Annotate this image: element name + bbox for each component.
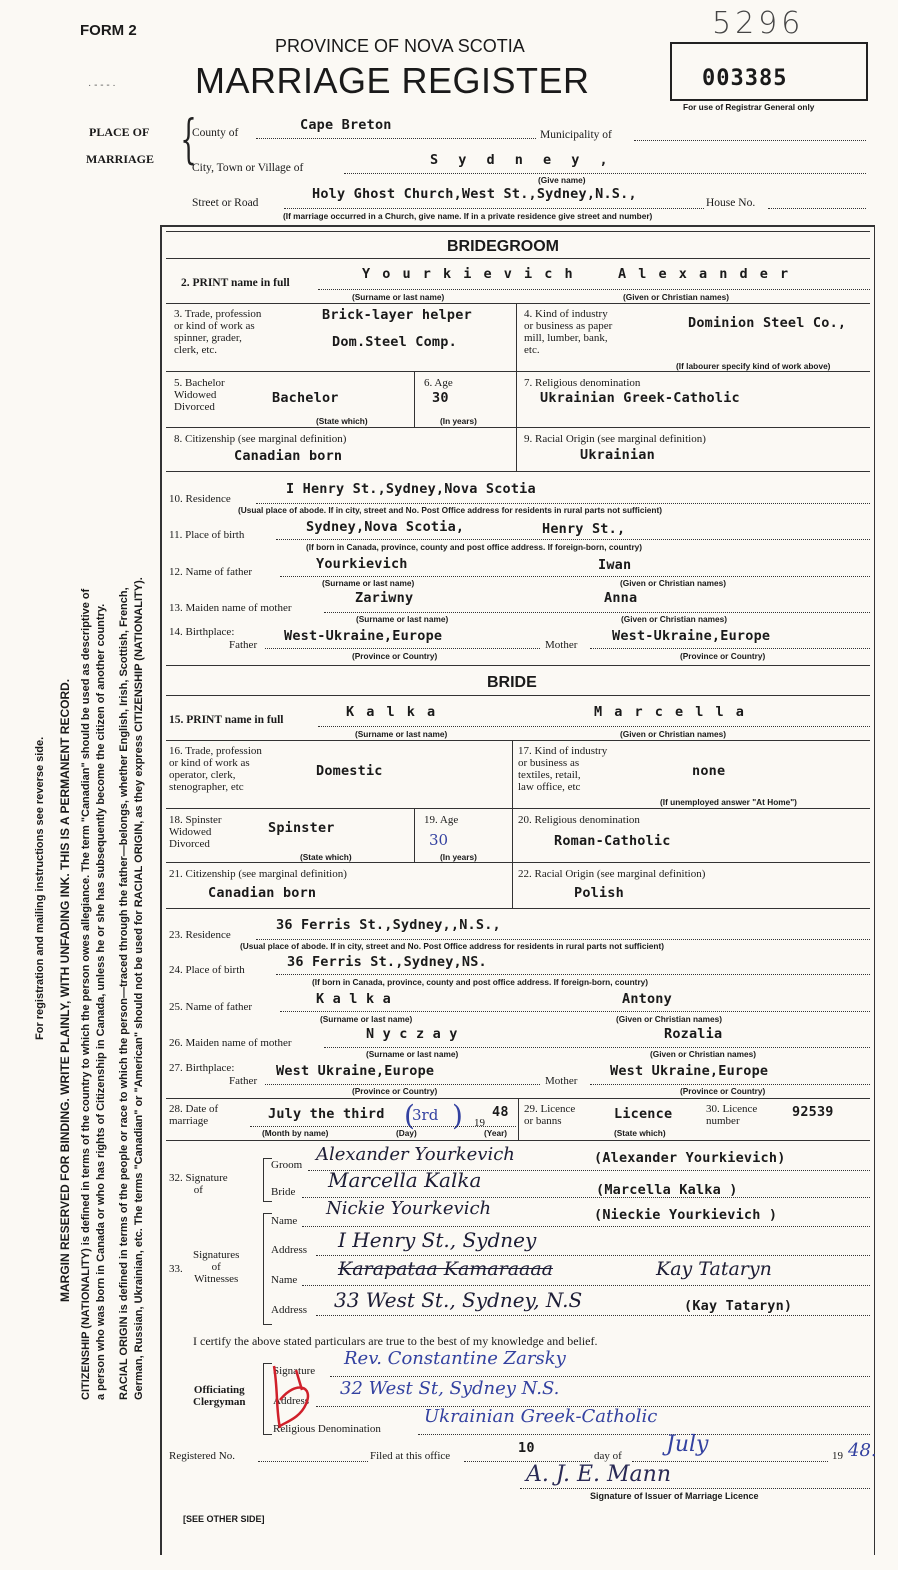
f14-father-line xyxy=(265,648,540,649)
divider xyxy=(512,740,513,808)
f14-label: 14. Birthplace: xyxy=(169,626,235,638)
bride-signature: Marcella Kalka xyxy=(328,1168,482,1192)
bride-religion: Roman-Catholic xyxy=(554,833,671,849)
groom-citizenship: Canadian born xyxy=(234,448,343,464)
place-brace: { xyxy=(180,110,197,170)
licence-state-note: (State which) xyxy=(614,1128,666,1138)
marriage-year: 48 xyxy=(492,1104,509,1120)
bride-birth: 36 Ferris St.,Sydney,NS. xyxy=(287,954,487,970)
reference-number: 5296 xyxy=(712,6,805,41)
day-of-label: day of xyxy=(594,1450,622,1462)
f15-line xyxy=(318,726,870,727)
groom-origin: Ukrainian xyxy=(580,447,655,463)
bride-mother-given: Rozalia xyxy=(664,1026,723,1042)
groom-mother-surname: Zariwny xyxy=(355,590,414,606)
groom-birth-1: Sydney,Nova Scotia, xyxy=(306,519,465,535)
f25-surname-note: (Surname or last name) xyxy=(320,1014,413,1024)
bride-surname-note: (Surname or last name) xyxy=(355,729,448,739)
county-value: Cape Breton xyxy=(300,117,392,133)
margin-binding-note: MARGIN RESERVED FOR BINDING. WRITE PLAINLY, WITH UNFADING INK. THIS IS A PERMANENT RECORD. xyxy=(58,678,72,1302)
street-label: Street or Road xyxy=(192,197,259,209)
f12-label: 12. Name of father xyxy=(169,566,253,578)
bride-father-given: Antony xyxy=(622,991,672,1007)
f20-label: 20. Religious denomination xyxy=(518,814,640,826)
f7-label: 7. Religious denomination xyxy=(524,377,641,389)
place-label-1: PLACE OF xyxy=(89,125,150,139)
f10-line xyxy=(256,503,870,504)
groom-religion: Ukrainian Greek-Catholic xyxy=(540,390,740,406)
registrar-note: For use of Registrar General only xyxy=(683,102,815,112)
f17-note: (If unemployed answer "At Home") xyxy=(660,797,797,807)
registered-no-label: Registered No. xyxy=(169,1450,235,1462)
f28-line xyxy=(250,1126,516,1127)
groom-birth-note: (If born in Canada, province, county and post office address. If foreign-born, country) xyxy=(306,542,643,552)
groom-birth-2: Henry St., xyxy=(542,521,626,537)
f26-line xyxy=(324,1047,870,1048)
margin-citizenship-def-2: a person who was born in Canada or who has rights of Citizenship in Canada, unless he or she has subsequently become the citizen of another country. xyxy=(95,603,107,1400)
groom-industry: Dominion Steel Co., xyxy=(688,315,847,331)
month-note: (Month by name) xyxy=(262,1128,329,1138)
bride-residence: 36 Ferris St.,Sydney,,N.S., xyxy=(276,917,501,933)
f23-line xyxy=(256,939,870,940)
clergy-address-label: Address xyxy=(273,1395,310,1407)
divider xyxy=(166,427,870,428)
f27-father-label: Father xyxy=(229,1075,258,1087)
house-label: House No. xyxy=(706,197,756,209)
clergy-denom-label: Religious Denomination xyxy=(273,1423,381,1435)
groom-years-note: (In years) xyxy=(440,416,477,426)
f24-line xyxy=(276,974,870,975)
f16-label: 16. Trade, profession or kind of work as operator, clerk, stenographer, etc xyxy=(169,745,262,793)
divider xyxy=(414,371,415,427)
w1-name-label: Name xyxy=(271,1215,298,1227)
f17-label: 17. Kind of industry or business as textiles, retail, law office, etc xyxy=(518,745,608,793)
divider xyxy=(166,371,870,372)
groom-father-birthplace: West-Ukraine,Europe xyxy=(284,628,443,644)
groom-signature: Alexander Yourkevich xyxy=(316,1144,515,1165)
w1-address-line xyxy=(316,1255,870,1256)
witness2-address: 33 West St., Sydney, N.S xyxy=(334,1288,583,1312)
f27-mother-line xyxy=(590,1084,870,1085)
f2-line xyxy=(318,289,870,290)
divider xyxy=(166,665,870,666)
bride-residence-note: (Usual place of abode. If in city, street and No. Post Office address for residents in rural parts not sufficient) xyxy=(240,941,664,951)
clergy-address: 32 West St, Sydney N.S. xyxy=(340,1378,560,1399)
filed-day: 10 xyxy=(518,1440,535,1456)
clergy-label: Officiating Clergyman xyxy=(193,1384,246,1408)
groom-father-surname: Yourkievich xyxy=(316,556,408,572)
f10-label: 10. Residence xyxy=(169,493,231,505)
certification-text: I certify the above stated particulars are true to the best of my knowledge and belief. xyxy=(193,1334,598,1348)
divider xyxy=(166,862,870,863)
bride-mother-birthplace: West Ukraine,Europe xyxy=(610,1063,769,1079)
w2-name-label: Name xyxy=(271,1274,298,1286)
street-value: Holy Ghost Church,West St.,Sydney,N.S., xyxy=(312,186,637,202)
margin-citizenship-def-1: CITIZENSHIP (NATIONALITY) is defined in terms of the country to which the person owes allegiance. The term "Canadian" should be used as descriptive of xyxy=(80,588,92,1400)
filed-year-prefix: 19 xyxy=(832,1450,843,1462)
groom-state-note: (State which) xyxy=(316,416,368,426)
f27-father-note: (Province or Country) xyxy=(352,1086,438,1096)
bride-given-note: (Given or Christian names) xyxy=(620,729,727,739)
clergy-denomination: Ukrainian Greek-Catholic xyxy=(424,1406,658,1427)
bride-heading: BRIDE xyxy=(487,674,537,691)
w2-address-label: Address xyxy=(271,1304,308,1316)
f23-label: 23. Residence xyxy=(169,929,231,941)
marriage-year-prefix: 19 xyxy=(474,1117,485,1129)
divider xyxy=(512,808,513,908)
registration-number: 003385 xyxy=(702,66,788,91)
bride-industry: none xyxy=(692,763,726,779)
f13-given-note: (Given or Christian names) xyxy=(621,614,728,624)
bride-surname: K a l k a xyxy=(346,704,438,720)
w1-address-label: Address xyxy=(271,1244,308,1256)
divider xyxy=(166,808,870,809)
f8-label: 8. Citizenship (see marginal definition) xyxy=(174,433,347,445)
f30-label: 30. Licence number xyxy=(706,1103,758,1127)
clergy-denom-line xyxy=(418,1434,870,1435)
licence-number: 92539 xyxy=(792,1104,834,1120)
day-paren-left: ( xyxy=(404,1099,415,1132)
f6-label: 6. Age xyxy=(424,377,453,389)
f14-father-note: (Province or Country) xyxy=(352,651,438,661)
page-title: MARRIAGE REGISTER xyxy=(195,60,590,101)
issuer-line xyxy=(520,1488,870,1489)
bride-state-note: (State which) xyxy=(300,852,352,862)
divider xyxy=(166,695,870,696)
f25-label: 25. Name of father xyxy=(169,1001,253,1013)
filed-month: July xyxy=(666,1432,709,1457)
year-note: (Year) xyxy=(484,1128,508,1138)
groom-father-given: Iwan xyxy=(598,557,632,573)
bridegroom-heading: BRIDEGROOM xyxy=(447,238,559,255)
w2-address-line xyxy=(316,1315,870,1316)
margin-instructions-note: For registration and mailing instructions see reverse side. xyxy=(34,736,46,1040)
f29-label: 29. Licence or banns xyxy=(524,1103,576,1127)
groom-trade-2: Dom.Steel Comp. xyxy=(332,334,457,350)
county-label: County of xyxy=(192,127,239,139)
filed-year: 48. xyxy=(848,1440,877,1461)
f4-note: (If labourer specify kind of work above) xyxy=(676,361,831,371)
f25-given-note: (Given or Christian names) xyxy=(616,1014,723,1024)
witness1-signature: Nickie Yourkevich xyxy=(326,1198,492,1219)
f13-label: 13. Maiden name of mother xyxy=(169,602,292,614)
f2-label: 2. PRINT name in full xyxy=(181,277,290,289)
f12-surname-note: (Surname or last name) xyxy=(322,578,415,588)
county-line xyxy=(256,138,536,139)
divider xyxy=(518,1098,519,1140)
street-note: (If marriage occurred in a Church, give name. If in a private residence give street and number) xyxy=(283,211,653,221)
f25-line xyxy=(280,1011,870,1012)
f24-label: 24. Place of birth xyxy=(169,964,245,976)
bride-origin: Polish xyxy=(574,885,624,901)
f5-label: 5. Bachelor Widowed Divorced xyxy=(174,377,225,413)
f33-label: Signatures of Witnesses xyxy=(193,1249,240,1285)
decoration-dashes: · - - - · xyxy=(88,80,116,91)
issuer-label: Signature of Issuer of Marriage Licence xyxy=(590,1491,759,1501)
bride-years-note: (In years) xyxy=(440,852,477,862)
f27-mother-note: (Province or Country) xyxy=(680,1086,766,1096)
witness1-print: (Nieckie Yourkievich ) xyxy=(594,1207,778,1223)
filed-label: Filed at this office xyxy=(370,1450,451,1462)
house-line xyxy=(768,208,866,209)
bride-father-surname: K a l k a xyxy=(316,991,391,1007)
groom-trade-1: Brick-layer helper xyxy=(322,307,472,323)
divider xyxy=(166,258,870,259)
f21-label: 21. Citizenship (see marginal definition) xyxy=(169,868,347,880)
bride-trade: Domestic xyxy=(316,763,383,779)
divider xyxy=(414,808,415,862)
f14-mother-line xyxy=(590,648,870,649)
f14-father-label: Father xyxy=(229,639,258,651)
f32-label: 32. Signature of xyxy=(169,1172,228,1196)
w1-name-line xyxy=(302,1226,870,1227)
witness2-print: (Kay Tataryn) xyxy=(684,1298,793,1314)
f12-given-note: (Given or Christian names) xyxy=(620,578,727,588)
bride-given: M a r c e l l a xyxy=(594,704,746,720)
municipality-label: Municipality of xyxy=(540,129,612,141)
groom-surname-note: (Surname or last name) xyxy=(352,292,445,302)
f27-father-line xyxy=(265,1084,540,1085)
margin-racial-def-1: RACIAL ORIGIN is defined in terms of the people or race to which the person—traced through the father—belongs, whether English, Irish, Scottish, French, xyxy=(118,587,130,1400)
f13-line xyxy=(324,612,870,613)
f9-label: 9. Racial Origin (see marginal definition) xyxy=(524,433,706,445)
day-note: (Day) xyxy=(396,1128,417,1138)
city-line xyxy=(344,173,866,174)
f11-line xyxy=(276,539,870,540)
clergy-sig-line xyxy=(330,1376,870,1377)
margin-racial-def-2: German, Russian, Ukrainian, etc. The terms "Canadian" or "American" should not be used for RACIAL ORIGIN, as they express CITIZENSHIP (NATIONALITY). xyxy=(133,577,145,1400)
groom-residence-note: (Usual place of abode. If in city, street and No. Post Office address for residents in rural parts not sufficient) xyxy=(238,505,662,515)
f19-label: 19. Age xyxy=(424,814,459,826)
bride-citizenship: Canadian born xyxy=(208,885,317,901)
divider xyxy=(516,303,517,371)
divider xyxy=(516,371,517,471)
bride-sig-label: Bride xyxy=(271,1186,296,1198)
municipality-line xyxy=(634,140,866,141)
f26-label: 26. Maiden name of mother xyxy=(169,1037,292,1049)
groom-mother-birthplace: West-Ukraine,Europe xyxy=(612,628,771,644)
city-label: City, Town or Village of xyxy=(192,162,304,174)
divider xyxy=(166,471,870,472)
groom-given: A l e x a n d e r xyxy=(618,266,791,282)
give-name-note: (Give name) xyxy=(538,175,586,185)
f11-label: 11. Place of birth xyxy=(169,529,245,541)
f22-label: 22. Racial Origin (see marginal definition) xyxy=(518,868,706,880)
f18-label: 18. Spinster Widowed Divorced xyxy=(169,814,222,850)
clergy-signature: Rev. Constantine Zarsky xyxy=(344,1348,566,1369)
witness2-crossed-out: Karapataa Kamaraaaa xyxy=(338,1258,554,1280)
clergy-sig-label: Signature xyxy=(273,1365,316,1377)
divider xyxy=(166,1140,870,1141)
bride-status: Spinster xyxy=(268,820,335,836)
divider xyxy=(166,908,870,909)
marriage-day: 3rd xyxy=(412,1106,439,1124)
red-registrar-mark xyxy=(266,1360,322,1432)
bride-mother-surname: N y c z a y xyxy=(366,1026,458,1042)
divider xyxy=(166,303,870,304)
bride-birth-note: (If born in Canada, province, county and post office address. If foreign-born, country) xyxy=(312,977,649,987)
divider xyxy=(166,740,870,741)
city-value: S y d n e y , xyxy=(430,152,614,168)
issuer-signature: A. J. E. Mann xyxy=(526,1462,671,1487)
f33-number: 33. xyxy=(169,1263,183,1275)
groom-given-note: (Given or Christian names) xyxy=(623,292,730,302)
bride-father-birthplace: West Ukraine,Europe xyxy=(276,1063,435,1079)
province-heading: PROVINCE OF NOVA SCOTIA xyxy=(275,36,525,56)
f14-mother-note: (Province or Country) xyxy=(680,651,766,661)
f26-given-note: (Given or Christian names) xyxy=(650,1049,757,1059)
f14-mother-label: Mother xyxy=(545,639,578,651)
registered-no-line xyxy=(258,1461,368,1462)
groom-sig-label: Groom xyxy=(271,1159,303,1171)
licence-type: Licence xyxy=(614,1106,673,1122)
groom-residence: I Henry St.,Sydney,Nova Scotia xyxy=(286,481,536,497)
w2-name-line xyxy=(302,1285,870,1286)
see-other-side: [SEE OTHER SIDE] xyxy=(183,1514,265,1524)
marriage-date: July the third xyxy=(268,1106,385,1122)
witness2-signature: Kay Tataryn xyxy=(656,1258,772,1280)
f12-line xyxy=(280,576,870,577)
day-paren-right: ) xyxy=(452,1099,463,1132)
groom-surname: Y o u r k i e v i c h xyxy=(362,266,575,282)
groom-age: 30 xyxy=(432,390,449,406)
place-label-2: MARRIAGE xyxy=(86,152,154,166)
f26-surname-note: (Surname or last name) xyxy=(366,1049,459,1059)
f15-label: 15. PRINT name in full xyxy=(169,714,284,726)
groom-status: Bachelor xyxy=(272,390,339,406)
bride-print: (Marcella Kalka ) xyxy=(596,1182,738,1198)
form-number: FORM 2 xyxy=(80,22,137,39)
groom-print: (Alexander Yourkievich) xyxy=(594,1150,786,1166)
inner-frame xyxy=(166,231,870,444)
f27-label: 27. Birthplace: xyxy=(169,1062,235,1074)
bride-age: 30 xyxy=(429,831,449,849)
witness1-address: I Henry St., Sydney xyxy=(338,1228,537,1252)
f4-label: 4. Kind of industry or business as paper mill, lumber, bank, etc. xyxy=(524,308,613,356)
f27-mother-label: Mother xyxy=(545,1075,578,1087)
f28-label: 28. Date of marriage xyxy=(169,1103,219,1127)
f13-surname-note: (Surname or last name) xyxy=(356,614,449,624)
groom-mother-given: Anna xyxy=(604,590,638,606)
f3-label: 3. Trade, profession or kind of work as spinner, grader, clerk, etc. xyxy=(174,308,262,356)
street-line xyxy=(284,208,704,209)
